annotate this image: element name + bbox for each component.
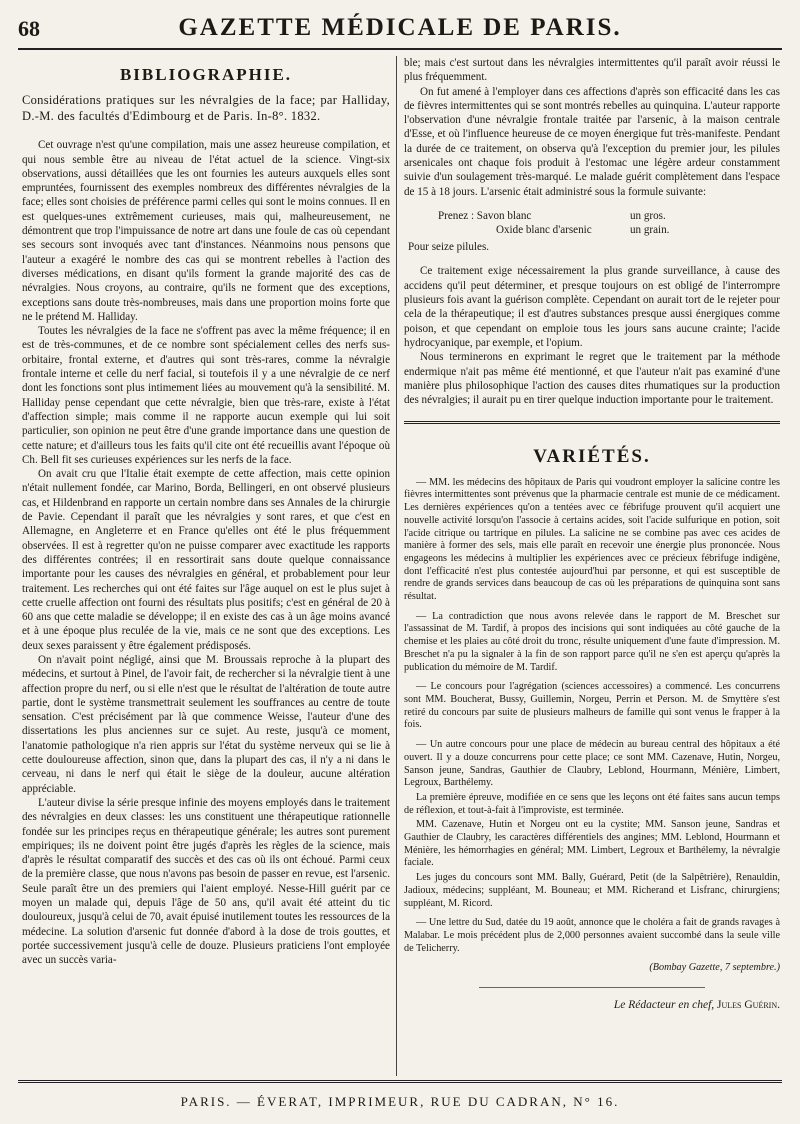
section-title-varietes: VARIÉTÉS. (533, 446, 651, 468)
page-header (18, 14, 782, 48)
variety-item: — MM. les médecins des hôpitaux de Paris qui voudront employer la salicine contre les fièvres intermittentes sont prévenus que la pharmacie centrale est munie de ce médicament. Les dernières expériences qu'on a tentées avec ce fébrifuge prouvent qu'il acquiert une nouvelle activité lorsqu'on l'associe à certains acides, soit l'acide sulfurique en potion, soit l'acide citrique ou tartrique en pilules. La salicine ne se combine pas avec ces acides de manière à former des sels, mais elle paraît en recevoir une énergie plus prononcée. Nous engageons les médecins à multiplier les expériences avec ce précieux fébrifuge indigène, dont l'efficacité n'est plus contestée aujourd'hui par personne, et qui est susceptible de rendre de grands services dans beaucoup de cas où les préparations de quinquina sont sans résultat. (404, 476, 780, 603)
variety-item: — La contradiction que nous avons relevée dans le rapport de M. Breschet sur l'assassinat de M. Tardif, à propos des incisions qui sont indiquées au côté gauche de la chemise et les plaies au côté droit du tronc, résulte uniquement d'une faute d'impression. M. Breschet n'a pu la signaler à la fin de son rapport parce qu'il ne s'en est aperçu qu'après la publication du mémoire de M. Tardif. (404, 610, 780, 673)
paragraph: Cet ouvrage n'est qu'une compilation, mais une assez heureuse compilation, et qui nous semble être au niveau de l'état actuel de la science. Vingt-six observations, aussi détaillées que les ont fournies les auteurs auxquels elles sont empruntées, fournissent des exemples nombreux des différentes névralgies de la face; elles sont choisies de préférence parmi celles qui sont le moins connues. Il en est quelques-unes extrêmement curieuses, mais qui, malheureusement, ne démontrent que trop l'impuissance de notre art dans une foule de cas où cependant ses secours sont invoqués avec tant d'instances. Néanmoins nous pensons que l'auteur a exagéré le nombre des cas qui se montrent rebelles à l'action des diverses médications, en disant qu'ils forment la grande majorité des cas de névralgies. Nous croyons, au contraire, qu'ils ne forment que des exceptions, exceptions sans doute très-nombreuses, mais dans une proportion moins forte que ne le prétend M. Halliday. (22, 139, 390, 323)
formula-ingredient: Prenez : Savon blanc (438, 209, 532, 222)
formula-row (438, 223, 780, 238)
right-column (404, 56, 780, 1076)
printer-imprint: PARIS. — ÉVERAT, IMPRIMEUR, RUE DU CADRAN, N° 16. (180, 1094, 620, 1109)
paragraph: On n'avait point négligé, ainsi que M. Broussais reproche à la plupart des médecins, et surtout à Pinel, de l'avoir fait, de rechercher si la névralgie tient à une affection propre du nerf, ou si elle n'est que le résultat de l'altération de toute autre partie, dont le système transmettrait seulement les souffrances au centre de toute sensation. C'est précisément par là que commence Weisse, l'auteur d'une des dissertations les plus anciennes sur ce sujet. Au reste, jusqu'à ce moment, l'anatomie pathologique n'a rien appris sur l'état du système nerveux qui se lie à cette douloureuse affection, sinon que, dans la plupart des cas, il n'y a ni dans le cerveau, ni dans le nerf qui était le siège de la douleur, aucune altération appréciable. (22, 653, 390, 795)
formula-dose: un gros. (630, 209, 666, 222)
header-rule (18, 48, 782, 50)
varietes-list (404, 477, 780, 956)
paragraph: Nous terminerons en exprimant le regret que le traitement par la méthode endermique n'ait pas même été mentionné, et que l'auteur n'ait pas examiné d'une manière plus philosophique l'action des causes dites rhumatiques sur la production des névralgies; il aurait pu en tirer quelque induction importante pour le traitement. (404, 351, 780, 407)
variety-item: La première épreuve, modifiée en ce sens que les leçons ont été faites sans aucun temps de réflexion, et tout-à-fait à l'improviste, est terminée. (404, 791, 780, 816)
variety-item: — Un autre concours pour une place de médecin au bureau central des hôpitaux a été ouvert. Il y a douze concurrens pour cette place; ce sont MM. Cazenave, Hutin, Norgeu, Sanson jeune, Sandras, Gauthier de Claubry, Leblond, Hourmann, Ménière, Limbert, Legroux, Barthélemy. (404, 739, 780, 789)
column-divider (396, 56, 397, 1076)
paragraph: L'auteur divise la série presque infinie des moyens employés dans le traitement des névralgies en deux classes: les uns constituent une thérapeutique rationnelle fondée sur les principes reçus en thérapeutique générale; les autres sont purement empiriques; ils ne doivent point être jugés d'après les règles de la science, mais d'après le résultat comparatif des succès et des cas où ils ont échoué. Parmi ceux de la première classe, que nous n'avons pas besoin de passer en revue, est l'arsenic. Seule paraît être un des premiers qui l'aient employé. Nesse-Hill guérit par ce moyen un malade qui, depuis l'âge de 50 ans, qu'il avait été atteint du tic douloureux, jusqu'à celui de 70, avait épuisé inutilement toutes les ressources de la médecine. La solution d'arsenic fut donnée d'abord à la dose de trois gouttes, et portée successivement jusqu'à celle de douze. Plusieurs praticiens l'ont employée avec un succès varia- (22, 796, 390, 967)
divider-rule (479, 987, 705, 988)
formula-ingredient: Oxide blanc d'arsenic (496, 224, 592, 237)
paragraph: On avait cru que l'Italie était exempte de cette affection, mais cette opinion n'était nullement fondée, car Marino, Borda, Bellingeri, en ont observé plusieurs cas, et Hildenbrand en rapporte un certain nombre dans ses Annales de la chirurgie de Pavie. Cependant il paraît que les névralgies y sont rares, et que c'est en Allemagne, en Angleterre et en France qu'elles ont été le plus fréquemment observées. Il est à regretter qu'on ne puisse comparer avec exactitude les rapports des différentes contrées; il en ressortirait sans doute quelque connaissance importante pour les causes des névralgies en général, et probablement pour leur traitement. Les recherches qui ont été faites sur l'âge auquel on est le plus sujet à cette cruelle affection ont fourni des résultats plus positifs; c'est en général de 20 à 60 ans que cette maladie se développe; il en existe des cas à un âge moins avancé et à une époque plus reculée de la vie, mais ce ne sont que des exceptions. Les deux sexes paraissent y être également prédisposés. (22, 468, 390, 652)
masthead-title: GAZETTE MÉDICALE DE PARIS. (178, 14, 622, 41)
section-rule (404, 421, 780, 424)
formula-footer: Pour seize pilules. (408, 240, 490, 253)
variety-item: — Le concours pour l'agrégation (sciences accessoires) a commencé. Les concurrens sont MM. Boucherat, Bussy, Guillemin, Norgeu, Perrin et Person. M. de Smyttère s'est retiré du concours par suite de plusieurs malheurs de famille qui sont venus le frapper à la fois. (404, 681, 780, 731)
left-column (22, 56, 390, 1076)
variety-item: MM. Cazenave, Hutin et Norgeu ont eu la cystite; MM. Sanson jeune, Sandras et Gauthier de Claubry, les caractères différentiels des angines; MM. Leblond, Hourmann et Ménière, les hémorrhagies en général; MM. Limbert, Legroux et Barthélemy, la névralgie faciale. (404, 819, 780, 869)
formula-row (438, 209, 780, 224)
paragraph: On fut amené à l'employer dans ces affections d'après son efficacité dans les cas de fièvres intermittentes qui se sont montrés rebelles au quinquina. L'auteur rapporte l'observation d'une névralgie frontale traitée par l'arsenic, à la maison centrale d'Esse, et où l'influence heureuse de ce moyen énergique fut très-manifeste. Pendant la durée de ce traitement, on observa qu'à l'exception du premier jour, les pilules arsenicales ont chaque fois produit à l'estomac une légère ardeur constamment suivie d'un soulagement très-marqué. Le malade guérit complètement dans l'espace de 15 à 18 jours. L'arsenic était administré sous la formule suivante: (404, 85, 780, 198)
paragraph: Ce traitement exige nécessairement la plus grande surveillance, à cause des accidens qu'il peut déterminer, et presque toujours on est obligé de l'interrompre plusieurs fois avant la guérison complète. Cependant on aurait tort de le rejeter pour cela de la thérapeutique; il est d'autres substances presque aussi énergiques comme poison, et que cependant on emploie tous les jours sans aucune crainte; l'acide hydrocyanique, par exemple, et l'opium. (404, 265, 780, 349)
paragraph-continued: ble; mais c'est surtout dans les névralgies intermittentes qu'il paraît avoir réussi le plus fréquemment. (404, 57, 780, 84)
prescription-formula (408, 209, 780, 255)
page-number: 68 (18, 16, 40, 41)
signature-name: Jules Guérin. (717, 999, 780, 1012)
formula-dose: un grain. (630, 224, 670, 237)
book-title: Considérations pratiques sur les névralgies de la face; par Halliday, D.-M. des facultés d'Edimbourg et de Paris. In-8°. 1832. (22, 93, 390, 124)
variety-item: — Une lettre du Sud, datée du 19 août, annonce que le choléra a fait de grands ravages à Malabar. Le mois précédent plus de 2,000 personnes avaient succombé dans la seule ville de Telicherry. (404, 917, 780, 954)
signature-prefix: Le Rédacteur en chef, (613, 999, 715, 1012)
section-title-bibliographie: BIBLIOGRAPHIE. (119, 65, 293, 84)
editor-signature (404, 998, 780, 1012)
variety-item: Les juges du concours sont MM. Bally, Guérard, Petit (de la Salpêtrière), Renauldin, Jadioux, médecins; suppléant, M. Bouneau; et MM. Richerand et Lisfranc, chirurgiens; suppléant, M. Ricord. (404, 872, 780, 909)
footer-rule (18, 1080, 782, 1083)
paragraph: Toutes les névralgies de la face ne s'offrent pas avec la même fréquence; il en est de très-communes, et de ce nombre sont spécialement celles des nerfs sus-orbitaire, frontal externe, et d'autres qui sont très-rares, comme la névralgie frontale interne et celle du nerf facial, si toutefois il y a une névralgie de ce nerf dont les fonctions sont plus intimement liées au mouvement qu'à la sensibilité. M. Halliday pense cependant que cette névralgie, bien que très-rare, existe à l'état d'affection simple; mais comme il ne rapporte aucun exemple qui lui soit particulier, son opinion ne peut être d'une grande importance dans une question de cette nature; et d'ailleurs tous les faits qu'il cite ont été recueillis avant l'époque où Ch. Bell fit ses curieuses expériences sur les nerfs de la face. (22, 325, 390, 466)
source-citation: (Bombay Gazette, 7 septembre.) (649, 962, 780, 974)
